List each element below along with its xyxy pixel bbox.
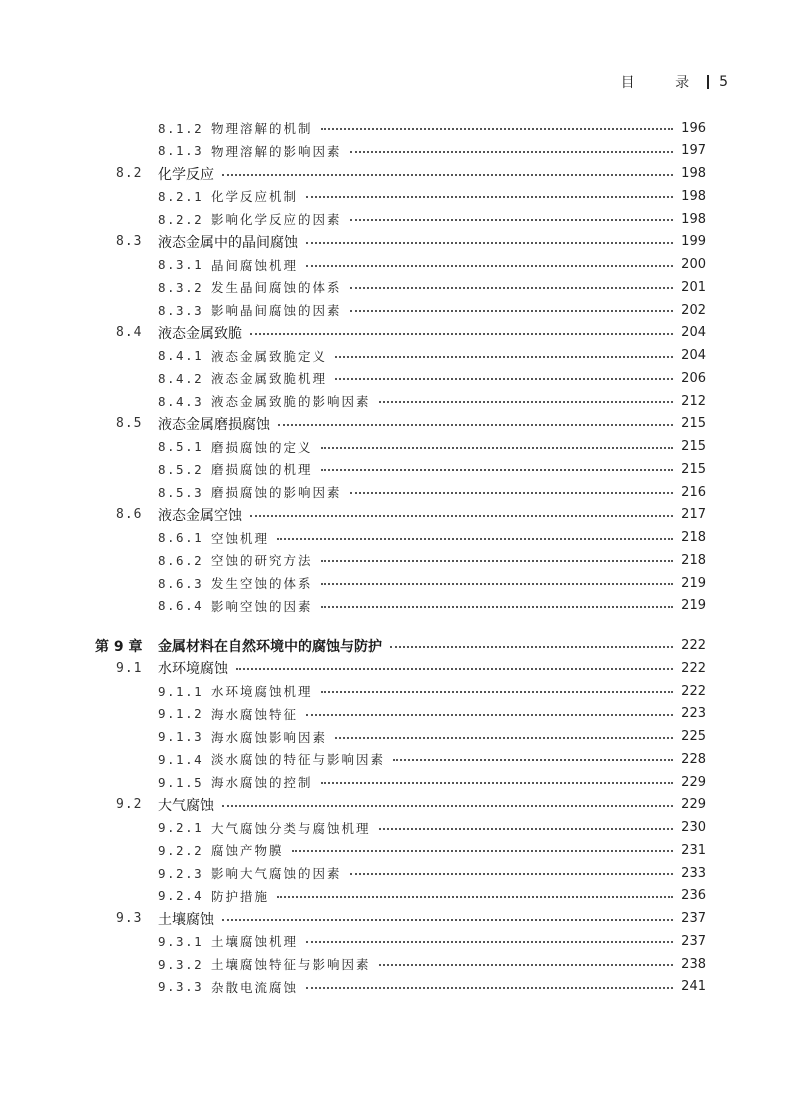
entry-page-number: 215: [681, 461, 706, 477]
entry-page-number: 237: [681, 911, 706, 926]
entry-title: 物理溶解的影响因素: [211, 143, 342, 159]
toc-subsection-entry[interactable]: [0, 771, 800, 793]
toc-section-entry[interactable]: [0, 794, 800, 816]
entry-number: 8.5.2: [158, 461, 204, 477]
entry-page-number: 231: [681, 842, 706, 858]
entry-page-number: 218: [681, 552, 706, 568]
dot-leader: [335, 367, 673, 389]
entry-page-number: 204: [681, 325, 706, 341]
dot-leader: [350, 862, 673, 884]
toc-subsection-entry[interactable]: [0, 726, 800, 748]
entry-title: 影响大气腐蚀的因素: [211, 866, 342, 881]
entry-title: 晶间腐蚀机理: [211, 257, 299, 273]
entry-page-number: 238: [681, 956, 706, 972]
entry-number: 8.1.2: [158, 120, 204, 136]
entry-number: 9.2.2: [158, 842, 204, 858]
entry-title: 大气腐蚀: [158, 797, 214, 814]
toc-subsection-entry[interactable]: [0, 345, 800, 367]
entry-title: 海水腐蚀的控制: [211, 775, 313, 790]
entry-number: 9.3: [116, 911, 143, 926]
entry-title: 发生晶间腐蚀的体系: [211, 280, 342, 296]
entry-page-number: 236: [681, 888, 706, 904]
toc-subsection-entry[interactable]: [0, 527, 800, 549]
entry-page-number: 201: [681, 279, 706, 295]
toc-subsection-entry[interactable]: [0, 481, 800, 503]
entry-number: 9.2.3: [158, 865, 204, 881]
entry-number: 8.4.1: [158, 348, 204, 363]
entry-number: 8.4.2: [158, 370, 204, 386]
toc-subsection-entry[interactable]: [0, 458, 800, 480]
entry-page-number: 198: [681, 211, 706, 227]
toc-subsection-entry[interactable]: [0, 117, 800, 139]
dot-leader: [350, 299, 673, 321]
toc-subsection-entry[interactable]: [0, 817, 800, 839]
entry-page-number: 216: [681, 484, 706, 500]
dot-leader: [379, 390, 673, 412]
entry-number: 9.3.1: [158, 933, 204, 949]
dot-leader: [321, 458, 673, 480]
dot-leader: [306, 703, 673, 725]
entry-title: 杂散电流腐蚀: [211, 979, 299, 995]
entry-title: 化学反应: [158, 166, 214, 183]
entry-page-number: 229: [681, 774, 706, 790]
entry-title: 磨损腐蚀的定义: [211, 439, 313, 455]
entry-page-number: 219: [681, 598, 706, 614]
entry-title: 影响晶间腐蚀的因素: [211, 303, 342, 318]
entry-page-number: 198: [681, 166, 706, 181]
toc-subsection-entry[interactable]: [0, 208, 800, 230]
entry-number: 8.2.2: [158, 211, 204, 227]
dot-leader: [278, 413, 673, 435]
entry-page-number: 196: [681, 120, 706, 136]
entry-title: 液态金属致脆: [158, 325, 242, 342]
toc-subsection-entry[interactable]: [0, 299, 800, 321]
entry-title: 磨损腐蚀的机理: [211, 462, 313, 478]
toc-subsection-entry[interactable]: [0, 185, 800, 207]
toc-section-entry[interactable]: [0, 504, 800, 526]
entry-page-number: 212: [681, 393, 706, 409]
dot-leader: [306, 231, 673, 253]
entry-page-number: 217: [681, 507, 706, 523]
entry-page-number: 215: [681, 416, 706, 432]
entry-title: 水环境腐蚀: [158, 661, 228, 678]
entry-page-number: 222: [681, 660, 706, 676]
toc-subsection-entry[interactable]: [0, 254, 800, 276]
dot-leader: [306, 254, 673, 276]
dot-leader: [222, 163, 673, 185]
toc-subsection-entry[interactable]: [0, 839, 800, 861]
entry-page-number: 233: [681, 865, 706, 881]
entry-title: 水环境腐蚀机理: [211, 684, 313, 699]
dot-leader: [306, 930, 673, 952]
dot-leader: [292, 839, 673, 861]
dot-leader: [306, 185, 673, 207]
entry-title: 海水腐蚀影响因素: [211, 729, 328, 745]
entry-page-number: 225: [681, 729, 706, 744]
toc-subsection-entry[interactable]: [0, 976, 800, 998]
entry-number: 第 9 章: [95, 638, 143, 655]
entry-number: 8.2.1: [158, 188, 204, 204]
entry-page-number: 206: [681, 370, 706, 386]
entry-number: 9.3.2: [158, 956, 204, 972]
dot-leader: [379, 953, 673, 975]
entry-number: 8.6.4: [158, 598, 204, 614]
entry-number: 8.3.1: [158, 257, 204, 272]
dot-leader: [236, 657, 673, 679]
toc-section-entry[interactable]: [0, 231, 800, 253]
dot-leader: [306, 976, 673, 998]
entry-page-number: 200: [681, 257, 706, 272]
entry-page-number: 199: [681, 234, 706, 250]
toc-subsection-entry[interactable]: [0, 572, 800, 594]
dot-leader: [321, 436, 673, 458]
entry-title: 影响空蚀的因素: [211, 598, 313, 614]
entry-number: 8.3.3: [158, 302, 204, 318]
entry-number: 8.3.2: [158, 279, 204, 295]
header-page-number: 5: [719, 74, 728, 90]
dot-leader: [277, 527, 673, 549]
dot-leader: [277, 885, 673, 907]
toc-section-entry[interactable]: [0, 413, 800, 435]
entry-title: 化学反应机制: [211, 189, 299, 205]
dot-leader: [350, 481, 673, 503]
dot-leader: [321, 680, 673, 702]
dot-leader: [321, 549, 673, 571]
entry-title: 液态金属致脆机理: [211, 371, 328, 387]
dot-leader: [379, 817, 673, 839]
entry-title: 液态金属磨损腐蚀: [158, 416, 270, 433]
dot-leader: [321, 595, 673, 617]
entry-number: 9.1.4: [158, 751, 204, 767]
entry-title: 土壤腐蚀特征与影响因素: [211, 957, 371, 972]
dot-leader: [350, 208, 673, 230]
entry-number: 9.1: [116, 660, 143, 676]
toc-subsection-entry[interactable]: [0, 595, 800, 617]
entry-page-number: 230: [681, 820, 706, 835]
dot-leader: [250, 504, 673, 526]
entry-page-number: 204: [681, 348, 706, 363]
entry-number: 9.2: [116, 797, 143, 813]
entry-page-number: 222: [681, 638, 706, 653]
entry-number: 9.2.1: [158, 820, 204, 835]
toc-subsection-entry[interactable]: [0, 276, 800, 298]
toc-subsection-entry[interactable]: [0, 390, 800, 412]
entry-number: 8.6: [116, 507, 143, 523]
entry-page-number: 229: [681, 797, 706, 813]
toc-subsection-entry[interactable]: [0, 703, 800, 725]
dot-leader: [321, 572, 673, 594]
entry-number: 9.1.5: [158, 774, 204, 790]
toc-subsection-entry[interactable]: [0, 862, 800, 884]
dot-leader: [222, 908, 673, 930]
entry-number: 8.6.3: [158, 575, 204, 591]
dot-leader: [321, 117, 673, 139]
dot-leader: [350, 276, 673, 298]
toc-subsection-entry[interactable]: [0, 930, 800, 952]
dot-leader: [350, 140, 673, 162]
toc-subsection-entry[interactable]: [0, 885, 800, 907]
dot-leader: [321, 771, 673, 793]
entry-page-number: 219: [681, 575, 706, 591]
toc-subsection-entry[interactable]: [0, 367, 800, 389]
entry-page-number: 222: [681, 683, 706, 699]
entry-number: 8.5.1: [158, 439, 204, 454]
toc-subsection-entry[interactable]: [0, 140, 800, 162]
entry-page-number: 237: [681, 933, 706, 949]
entry-title: 空蚀机理: [211, 530, 270, 546]
entry-page-number: 223: [681, 706, 706, 722]
dot-leader: [390, 635, 673, 657]
dot-leader: [393, 748, 673, 770]
entry-number: 8.5.3: [158, 484, 204, 500]
header-title: 目 录: [620, 75, 708, 91]
dot-leader: [222, 794, 673, 816]
toc-subsection-entry[interactable]: [0, 549, 800, 571]
entry-title: 空蚀的研究方法: [211, 553, 313, 569]
entry-title: 腐蚀产物膜: [211, 843, 284, 859]
entry-number: 9.1.2: [158, 706, 204, 722]
entry-number: 8.4: [116, 325, 143, 341]
entry-number: 9.3.3: [158, 979, 204, 995]
entry-page-number: 228: [681, 751, 706, 767]
entry-title: 磨损腐蚀的影响因素: [211, 485, 342, 500]
entry-page-number: 241: [681, 979, 706, 995]
entry-title: 液态金属空蚀: [158, 507, 242, 524]
entry-page-number: 202: [681, 302, 706, 318]
entry-title: 液态金属致脆的影响因素: [211, 394, 371, 409]
entry-page-number: 198: [681, 188, 706, 204]
entry-title: 液态金属中的晶间腐蚀: [158, 234, 298, 251]
toc-subsection-entry[interactable]: [0, 748, 800, 770]
entry-title: 影响化学反应的因素: [211, 212, 342, 227]
entry-number: 8.1.3: [158, 143, 204, 159]
entry-title: 金属材料在自然环境中的腐蚀与防护: [158, 638, 382, 655]
entry-number: 9.1.1: [158, 683, 204, 699]
entry-title: 海水腐蚀特征: [211, 706, 299, 722]
toc-chapter-entry[interactable]: [0, 635, 800, 657]
toc-section-entry[interactable]: [0, 908, 800, 930]
entry-number: 8.3: [116, 234, 143, 250]
entry-number: 8.4.3: [158, 393, 204, 409]
toc-subsection-entry[interactable]: [0, 436, 800, 458]
toc-section-entry[interactable]: [0, 163, 800, 185]
entry-title: 大气腐蚀分类与腐蚀机理: [211, 820, 371, 836]
dot-leader: [335, 345, 673, 367]
toc-section-entry[interactable]: [0, 657, 800, 679]
entry-title: 物理溶解的机制: [211, 121, 313, 136]
entry-page-number: 218: [681, 530, 706, 545]
entry-number: 8.6.1: [158, 530, 204, 545]
dot-leader: [250, 322, 673, 344]
toc-section-entry[interactable]: [0, 322, 800, 344]
entry-title: 土壤腐蚀机理: [211, 934, 299, 950]
entry-number: 9.2.4: [158, 888, 204, 904]
entry-title: 发生空蚀的体系: [211, 576, 313, 591]
toc-subsection-entry[interactable]: [0, 680, 800, 702]
entry-title: 淡水腐蚀的特征与影响因素: [211, 752, 386, 768]
dot-leader: [335, 726, 673, 748]
entry-number: 8.6.2: [158, 552, 204, 568]
entry-title: 土壤腐蚀: [158, 911, 214, 928]
entry-page-number: 197: [681, 143, 706, 159]
entry-title: 防护措施: [211, 888, 270, 904]
toc-subsection-entry[interactable]: [0, 953, 800, 975]
entry-number: 9.1.3: [158, 729, 204, 744]
entry-title: 液态金属致脆定义: [211, 348, 328, 364]
entry-number: 8.2: [116, 166, 143, 181]
entry-page-number: 215: [681, 439, 706, 454]
entry-number: 8.5: [116, 416, 143, 432]
